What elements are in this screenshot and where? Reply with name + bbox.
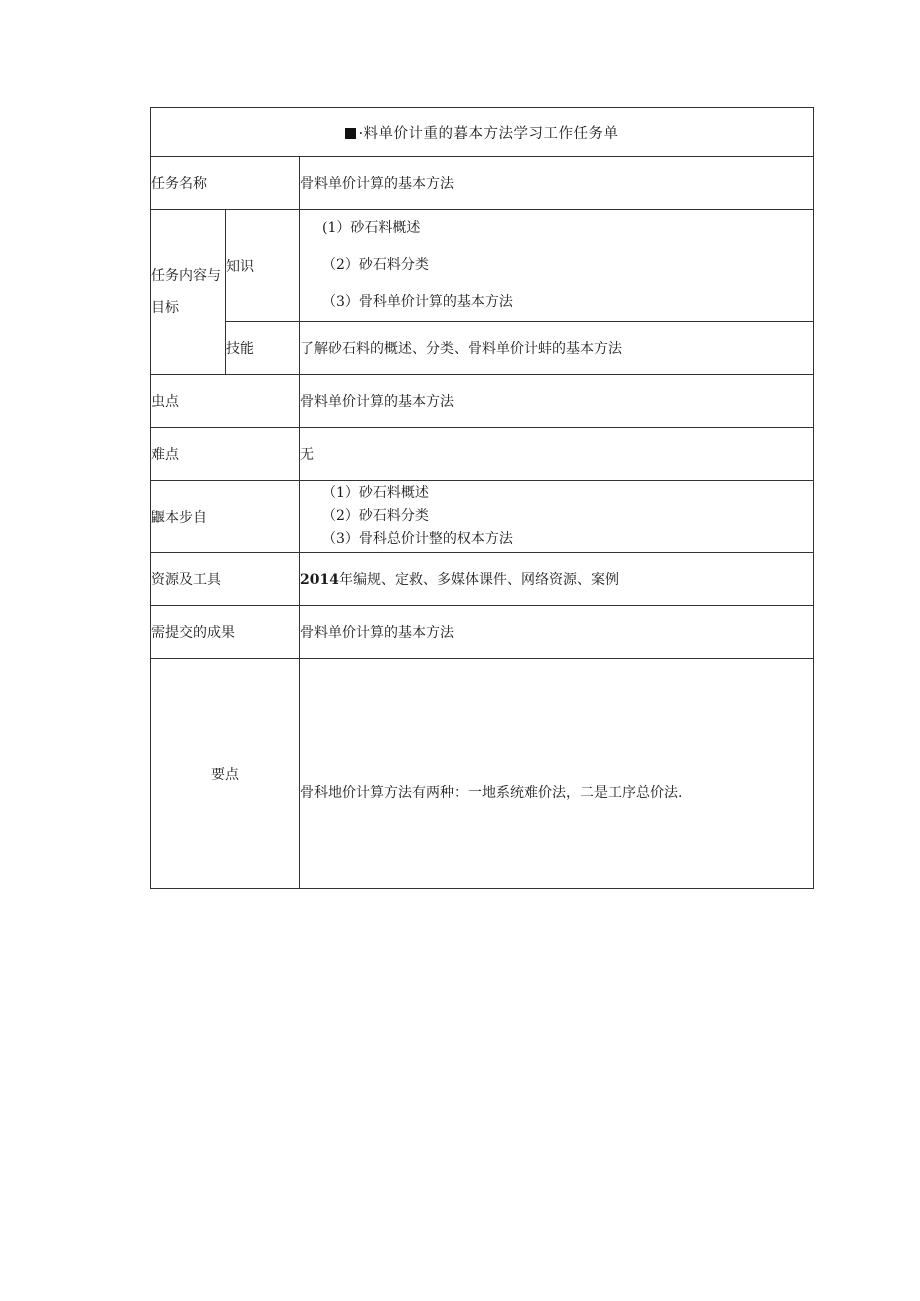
deliverable-value: 骨料单价计算的基本方法 [300,606,814,659]
task-name-value: 骨料单价计算的基本方法 [300,157,814,210]
deliverable-row [151,606,814,659]
resources-row [151,553,814,606]
resources-value [300,553,814,606]
task-name-label: 任务名称 [151,157,300,210]
essentials-row [151,659,814,889]
essentials-value: 骨科地价计算方法有两种：一地系统难价法，二是工序总价法. [300,659,814,889]
difficulty-label: 难点 [151,428,300,481]
steps-list [300,481,814,553]
knowledge-row [151,210,814,322]
knowledge-item-3: （3）骨科单价计算的基本方法 [322,294,513,310]
step-item-2: （2）砂石料分类 [322,508,429,524]
key-point-row [151,375,814,428]
knowledge-label: 知识 [226,210,300,322]
resources-label: 资源及工具 [151,553,300,606]
deliverable-label: 需提交的成果 [151,606,300,659]
resources-text: 年编规、定救、多媒体课件、网络资源、案例 [338,572,619,588]
essentials-label: 要点 [151,659,300,889]
title-row [151,108,814,157]
resources-year: 2014 [300,572,339,588]
content-label-text: 任务内容与目标 [151,268,221,316]
task-name-row [151,157,814,210]
task-sheet-table [150,107,814,889]
black-square-icon [345,128,356,139]
steps-row [151,481,814,553]
knowledge-item-1: (1）砂石料概述 [322,220,421,236]
skill-value: 了解砂石料的概述、分类、骨料单价计蚌的基本方法 [300,322,814,375]
key-point-label: 虫点 [151,375,300,428]
knowledge-list [300,210,814,322]
skill-row [151,322,814,375]
step-item-3: （3）骨科总价计整的权本方法 [322,531,513,547]
steps-label: 鼴本步自 [151,481,300,553]
skill-label: 技能 [226,322,300,375]
form-title [151,108,814,157]
form-title-text: ·料单价计重的暮本方法学习工作任务单 [358,125,619,142]
difficulty-value: 无 [300,428,814,481]
difficulty-row [151,428,814,481]
key-point-value: 骨料单价计算的基本方法 [300,375,814,428]
content-label [151,210,226,375]
step-item-1: （1）砂石料概述 [322,485,429,501]
knowledge-item-2: （2）砂石料分类 [322,257,429,273]
